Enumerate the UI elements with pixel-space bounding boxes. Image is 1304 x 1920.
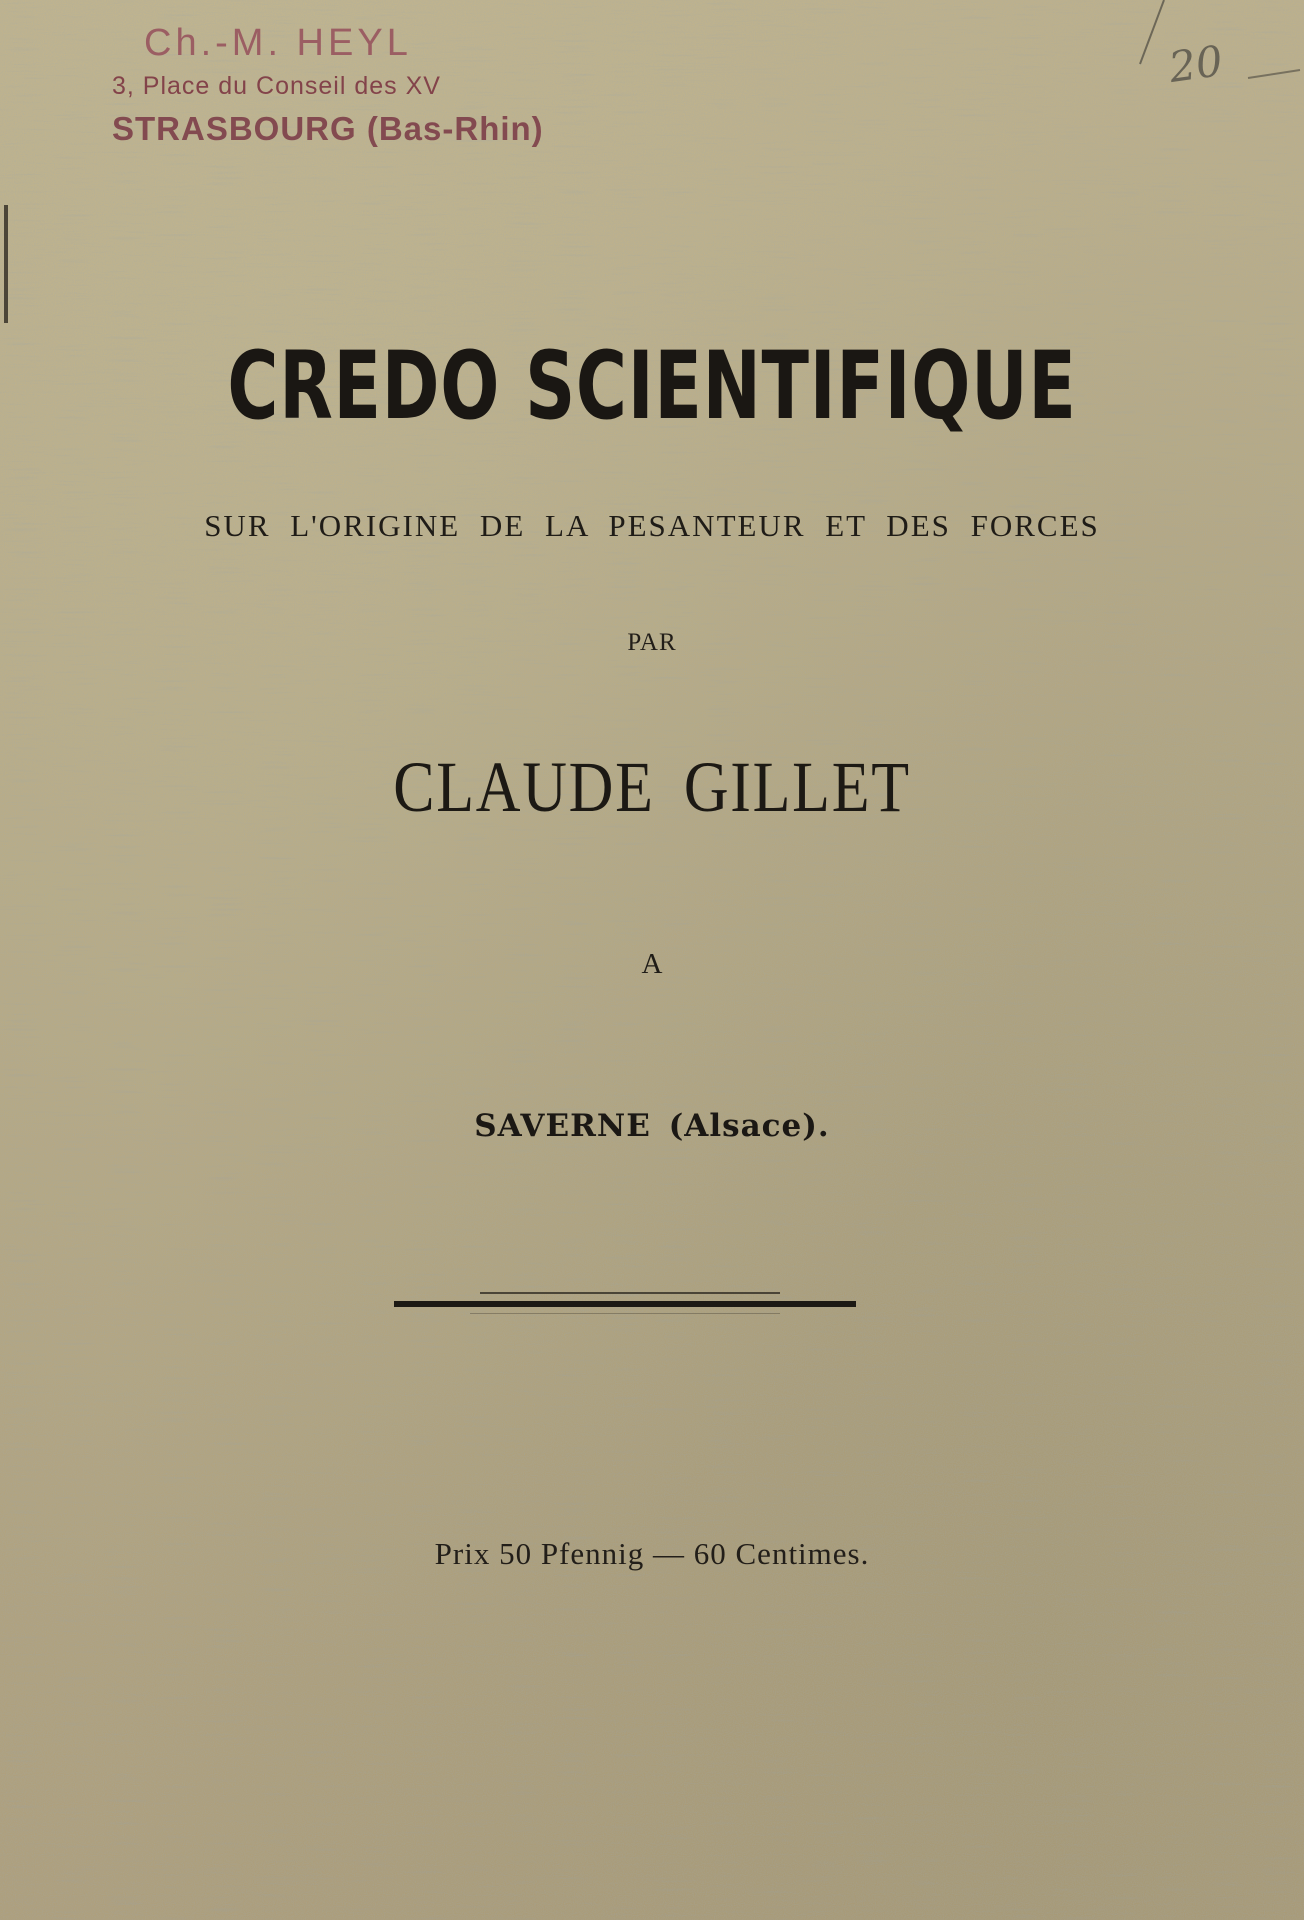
stamp-line-3: STRASBOURG (Bas-Rhin) [112,110,544,147]
by-label: PAR [627,629,677,656]
ornament-rule-faint [470,1313,780,1314]
pencil-note: 20 [1165,36,1226,93]
binding-mark [4,205,8,323]
author-name: CLAUDE GILLET [393,747,911,827]
price-line: Prix 50 Pfennig — 60 Centimes. [434,1536,870,1571]
stamp-line-2: 3, Place du Conseil des XV [112,72,441,100]
at-label: A [641,948,663,980]
publication-place: SAVERNE (Alsace). [474,1108,830,1144]
ornament-rule-thin [480,1292,780,1294]
book-title: CREDO SCIENTIFIQUE [227,332,1077,441]
stamp-line-1: Ch.-M. HEYL [144,22,412,64]
ornament-rule-thick [394,1301,856,1307]
book-subtitle: SUR L'ORIGINE DE LA PESANTEUR ET DES FORCES [204,508,1100,543]
pencil-annotation [1120,0,1304,110]
